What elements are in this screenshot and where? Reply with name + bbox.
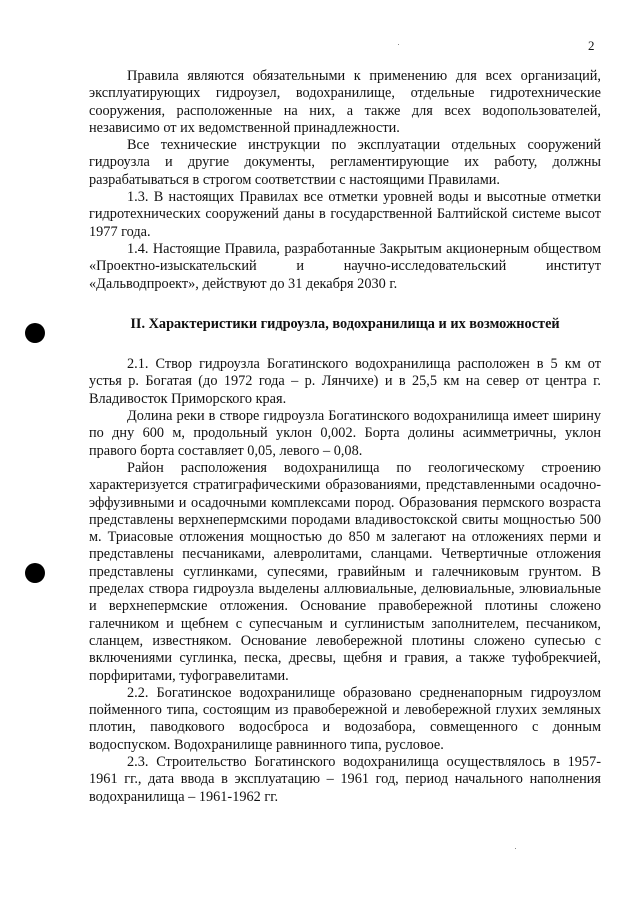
section-heading: II. Характеристики гидроузла, водохранилища и их возможностей	[130, 315, 560, 332]
paragraph: Все технические инструкции по эксплуатации отдельных сооружений гидроузла и другие документы, регламентирующие их работу, должны разрабатываться в строгом соответствии с настоящими Правилами.	[89, 137, 601, 188]
scan-speck	[515, 848, 516, 849]
punch-hole	[25, 563, 45, 583]
paragraph: 2.3. Строительство Богатинского водохранилища осуществлялось в 1957-1961 гг., дата ввода в эксплуатацию – 1961 год, период начального наполнения водохранилища – 1961-1962 гг.	[89, 753, 601, 805]
paragraph: Долина реки в створе гидроузла Богатинского водохранилища имеет ширину по дну 600 м, продольный уклон 0,002. Борта долины асимметричны, уклон правого борта составляет 0,05, левого – 0,08.	[89, 408, 601, 459]
paragraph: 1.3. В настоящих Правилах все отметки уровней воды и высотные отметки гидротехнических сооружений даны в государственной Балтийской системе высот 1977 года.	[89, 189, 601, 240]
paragraph: Правила являются обязательными к применению для всех организаций, эксплуатирующих гидроузел, водохранилище, отдельные гидротехнические сооружения, расположенные на них, а также для всех водопользователей, независимо от их ведомственной принадлежности.	[89, 68, 601, 136]
scan-speck	[398, 44, 399, 45]
paragraph: Район расположения водохранилища по геологическому строению характеризуется стратиграфическими образованиями, представленными осадочно-эффузивными и осадочными комплексами пород. Образования пермского возраста представлены верхнепермскими породами владивостокской свиты мощностью 500 м. Триасовые отложения мощностью до 850 м залегают на отложениях перми и представлены песчаниками, алевролитами, сланцами. Четвертичные отложения представлены суглинками, супесями, гравийным и галечниковым грунтом. В пределах створа гидроузла выделены аллювиальные, делювиальные, элювиальные и верхнепермские отложения. Основание правобережной плотины сложено галечником и щебнем с супесчаным и суглинистым заполнителем, песчаником, сланцем, известняком. Основание левобережной плотины сложено супесью с включениями суглинка, песка, дресвы, щебня и гравия, а также туфобрекчией, порфиритами, туфогравелитами.	[89, 459, 601, 684]
paragraph: 2.1. Створ гидроузла Богатинского водохранилища расположен в 5 км от устья р. Богатая (до 1972 года – р. Лянчихе) и в 25,5 км на север от центра г. Владивосток Приморского края.	[89, 356, 601, 407]
page-number: 2	[588, 38, 595, 53]
paragraph: 2.2. Богатинское водохранилище образовано средненапорным гидроузлом пойменного типа, состоящим из правобережной и левобережной глухих земляных плотин, паводкового водосброса и водозабора, совмещенного с донным водоспуском. Водохранилище равнинного типа, русловое.	[89, 684, 601, 753]
punch-hole	[25, 323, 45, 343]
document-body	[89, 68, 601, 806]
paragraph: 1.4. Настоящие Правила, разработанные Закрытым акционерным обществом «Проектно-изыскательский и научно-исследовательский институт «Дальводпроект», действуют до 31 декабря 2030 г.	[89, 240, 601, 292]
